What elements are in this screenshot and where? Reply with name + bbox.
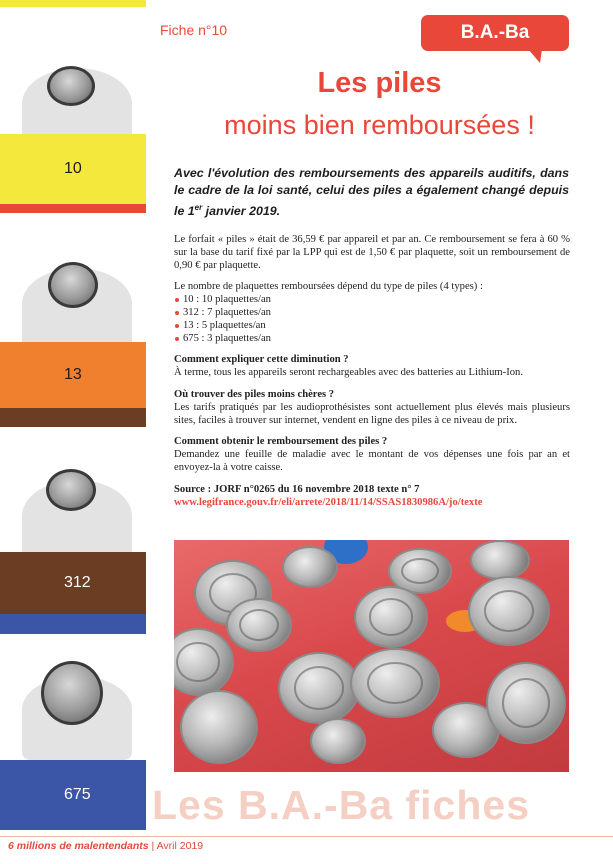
badge-speech-tail: [528, 49, 542, 63]
list-item: 675 : 3 plaquettes/an: [174, 333, 570, 346]
intro-text: Avec l'évolution des remboursements des appareils auditifs, dans le cadre de la loi santé, celui des piles a également changé depuis le 1: [174, 166, 569, 219]
battery-cell: [468, 576, 550, 646]
fiche-number: Fiche n°10: [160, 22, 228, 38]
page-footer: [8, 840, 203, 852]
intro-superscript: er: [194, 203, 203, 212]
footer-separator: |: [148, 840, 157, 852]
intro-paragraph: [174, 165, 569, 220]
battery-cell: [354, 586, 428, 648]
battery-size-sidebar: [0, 0, 146, 864]
size-band-13: [0, 342, 146, 408]
battery-675-icon: [41, 661, 103, 725]
baba-badge: B.A.-Ba: [421, 15, 569, 51]
page-title: Les piles: [317, 67, 442, 99]
battery-cell: [174, 628, 234, 696]
source-link[interactable]: www.legifrance.gouv.fr/eli/arrete/2018/11/14/SSAS1830986A/jo/texte: [174, 496, 483, 508]
plaquettes-paragraph: Le nombre de plaquettes remboursées dépend du type de piles (4 types) :: [174, 281, 483, 293]
answer-paragraph: Demandez une feuille de maladie avec le montant de vos dépenses une fois par an et envoyez-la à votre caisse.: [174, 449, 570, 473]
page-subtitle: moins bien remboursées !: [224, 110, 535, 140]
question-heading: Comment obtenir le remboursement des piles ?: [174, 436, 388, 448]
issue-date: Avril 2019: [156, 840, 204, 852]
batteries-photo: [174, 540, 569, 772]
battery-312-icon: [46, 469, 96, 511]
article-body: [174, 234, 570, 509]
publication-name: 6 millions de malentendants: [8, 840, 149, 852]
size-label: 312: [64, 574, 91, 591]
footer-divider: [0, 836, 613, 837]
size-label: 10: [64, 160, 82, 177]
list-item: 10 : 10 plaquettes/an: [174, 294, 570, 307]
fiches-watermark: Les B.A.-Ba fiches: [152, 782, 530, 828]
battery-13-icon: [48, 262, 98, 308]
battery-cell: [282, 546, 338, 588]
forfait-paragraph: Le forfait « piles » était de 36,59 € par appareil et par an. Ce remboursement se fera à 60 % sur la base du tarif fixé par la LPP qui est de 1,50 € par plaquette, soit un remboursement de 0,90 € par plaquette.: [174, 234, 570, 271]
source-citation: Source : JORF n°0265 du 16 novembre 2018 texte n° 7: [174, 483, 420, 495]
list-item: 13 : 5 plaquettes/an: [174, 320, 570, 333]
battery-cell: [180, 690, 258, 764]
battery-cell: [278, 652, 360, 724]
size-accent-bar: [0, 614, 146, 634]
battery-cell: [226, 598, 292, 652]
intro-tail: janvier 2019.: [202, 204, 281, 219]
battery-10-icon: [47, 66, 95, 106]
list-item: 312 : 7 plaquettes/an: [174, 307, 570, 320]
size-band-312: [0, 552, 146, 614]
answer-paragraph: Les tarifs pratiqués par les audioprothésistes sont actuellement plus élevés mais plusieurs sites, faciles à trouver sur internet, vendent en ligne des piles à ce niveau de prix.: [174, 401, 570, 426]
size-band-10: [0, 134, 146, 204]
size-accent-bar: [0, 204, 146, 213]
battery-cell: [470, 540, 530, 580]
size-label: 13: [64, 366, 82, 383]
size-label: 675: [64, 786, 91, 803]
battery-cell: [350, 648, 440, 718]
battery-type-list: [174, 294, 570, 345]
question-heading: Comment expliquer cette diminution ?: [174, 354, 349, 366]
battery-cell: [310, 718, 366, 764]
size-band-675: [0, 760, 146, 830]
size-accent-bar: [0, 408, 146, 427]
battery-cell: [486, 662, 566, 744]
sidebar-top-bar: [0, 0, 146, 7]
answer-paragraph: À terme, tous les appareils seront rechargeables avec des batteries au Lithium-Ion.: [174, 367, 523, 379]
question-heading: Où trouver des piles moins chères ?: [174, 388, 335, 400]
